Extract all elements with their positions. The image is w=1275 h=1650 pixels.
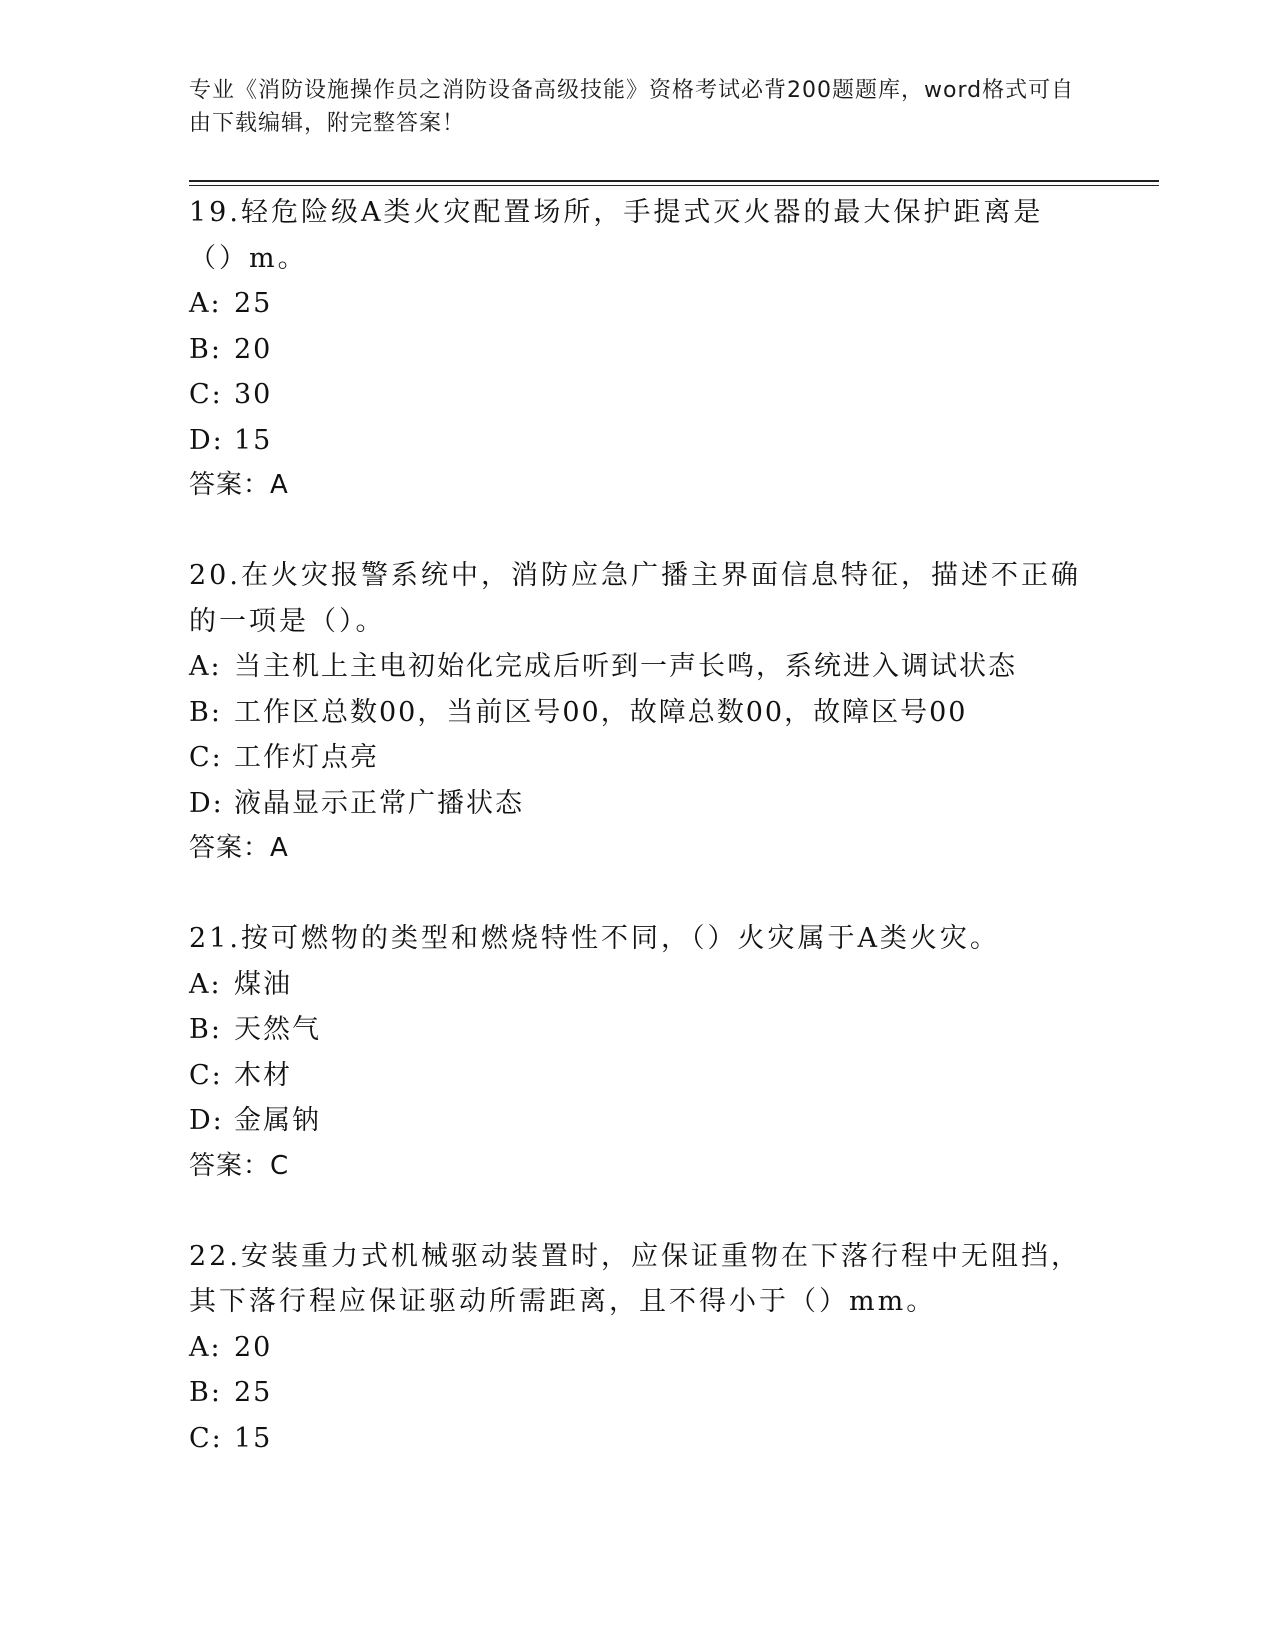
option-a	[189, 1325, 1089, 1371]
option-letter: B:	[189, 333, 222, 365]
option-letter: C:	[189, 742, 223, 773]
option-letter: B:	[189, 1014, 222, 1045]
option-text: 工作灯点亮	[234, 742, 379, 773]
option-letter: A:	[189, 1331, 222, 1363]
option-letter: C:	[189, 1059, 223, 1091]
spacer	[189, 871, 1089, 916]
option-text: 30	[234, 379, 273, 410]
option-b	[189, 1370, 1089, 1416]
question-stem: 22.安装重力式机械驱动装置时，应保证重物在下落行程中无阻挡，其下落行程应保证驱动所需距离，且不得小于（）mm。	[189, 1240, 1081, 1317]
option-a	[189, 281, 1089, 327]
option-c	[189, 1053, 1089, 1099]
answer-line: 答案：A	[189, 470, 289, 500]
option-c	[189, 372, 1089, 418]
option-text: 液晶显示正常广播状态	[234, 787, 524, 819]
option-text: 25	[234, 288, 273, 319]
option-text: 天然气	[234, 1014, 321, 1045]
option-b	[189, 690, 1089, 736]
option-c	[189, 1416, 1089, 1462]
question-19	[189, 190, 1089, 508]
question-20	[189, 553, 1089, 871]
question-list	[189, 190, 1089, 1461]
option-letter: A:	[189, 968, 222, 1000]
header-divider-thin	[189, 185, 1159, 186]
option-letter: D:	[189, 1105, 224, 1136]
spacer	[189, 1189, 1089, 1234]
option-letter: B:	[189, 1377, 222, 1408]
question-21	[189, 916, 1089, 1189]
question-22	[189, 1234, 1089, 1462]
answer-line: 答案：C	[189, 1150, 290, 1181]
option-a	[189, 962, 1089, 1008]
question-stem: 21.按可燃物的类型和燃烧特性不同，（）火灾属于A类火灾。	[189, 923, 1000, 954]
option-d	[189, 1098, 1089, 1144]
option-d	[189, 418, 1089, 464]
answer-line: 答案：A	[189, 833, 289, 863]
option-text: 20	[234, 1331, 273, 1363]
option-letter: B:	[189, 696, 222, 728]
option-text: 25	[234, 1377, 273, 1408]
option-text: 木材	[234, 1059, 292, 1091]
option-text: 15	[234, 1422, 273, 1454]
option-text: 煤油	[234, 968, 292, 1000]
option-text: 金属钠	[234, 1105, 321, 1136]
option-letter: A:	[189, 651, 222, 682]
option-letter: C:	[189, 379, 223, 410]
option-d	[189, 781, 1089, 827]
option-b	[189, 327, 1089, 373]
question-stem: 19.轻危险级A类火灾配置场所，手提式灭火器的最大保护距离是（）m。	[189, 197, 1044, 274]
header-divider-thick	[189, 180, 1159, 182]
question-stem: 20.在火灾报警系统中，消防应急广播主界面信息特征，描述不正确的一项是（）。	[189, 560, 1081, 637]
option-text: 当主机上主电初始化完成后听到一声长鸣，系统进入调试状态	[234, 651, 1017, 682]
option-letter: A:	[189, 288, 222, 319]
option-a	[189, 644, 1089, 690]
spacer	[189, 508, 1089, 553]
option-letter: C:	[189, 1422, 223, 1454]
option-letter: D:	[189, 787, 224, 819]
option-text: 20	[234, 333, 273, 365]
option-b	[189, 1007, 1089, 1053]
option-text: 15	[234, 424, 273, 456]
document-header-intro: 专业《消防设施操作员之消防设备高级技能》资格考试必背200题题库，word格式可自由下载编辑，附完整答案！	[189, 78, 1075, 136]
option-letter: D:	[189, 424, 224, 456]
option-c	[189, 735, 1089, 781]
option-text: 工作区总数00，当前区号00，故障总数00，故障区号00	[234, 696, 968, 728]
